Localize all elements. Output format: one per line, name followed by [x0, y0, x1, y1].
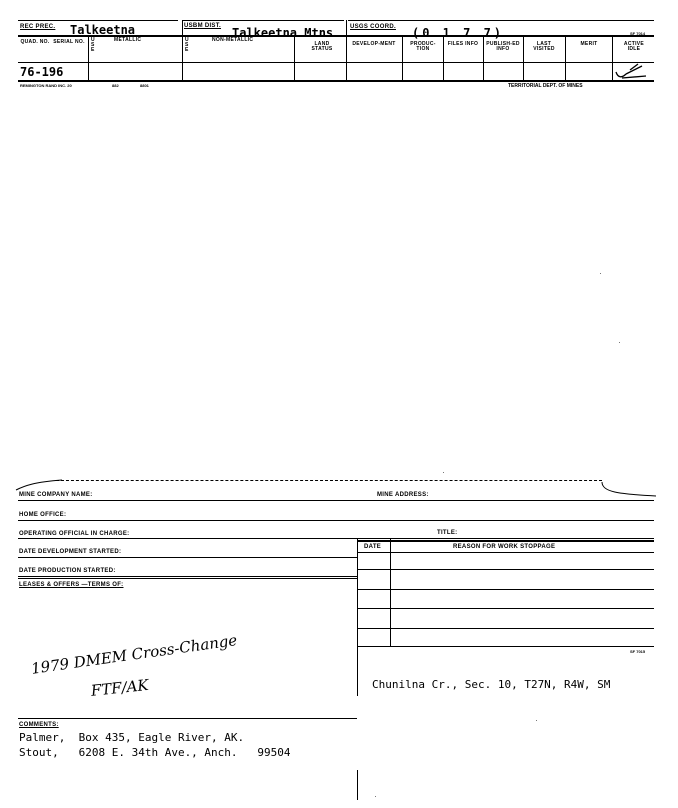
home-office-label: HOME OFFICE: [19, 512, 67, 518]
scan-speck [375, 796, 376, 797]
printer-imprint: REMINGTON RAND INC. 20 [20, 83, 72, 88]
usbm-dist-label: USBM DIST. [184, 23, 222, 29]
location-description: Chunilna Cr., Sec. 10, T27N, R4W, SM [372, 678, 611, 691]
rec-prec-label: REC PREC. [20, 24, 56, 30]
printer-code-1: 882 [112, 83, 119, 88]
quad-no-value: 76-196 [20, 65, 64, 79]
rec-prec-value: Talkeetna [70, 23, 136, 37]
col-last-visited: LAST VISITED [533, 41, 555, 52]
card-corner-left [14, 476, 64, 492]
col-use-metallic: U S E [91, 37, 95, 53]
col-production: PRODUC-TION [410, 41, 436, 52]
title-label: TITLE: [437, 530, 458, 536]
comment-line-1: Palmer, Box 435, Eagle River, AK. [19, 731, 245, 744]
usgs-coord-label: USGS COORD. [350, 24, 396, 30]
comment-line-2: Stout, 6208 E. 34th Ave., Anch. 99504 [19, 746, 291, 759]
col-use-nonmetallic: U S E [185, 37, 189, 53]
operating-official-label: OPERATING OFFICIAL IN CHARGE: [19, 531, 130, 537]
printer-code-2: 8801 [140, 83, 149, 88]
mine-company-name-label: MINE COMPANY NAME: [19, 492, 93, 498]
col-metallic: METALLIC [114, 37, 142, 43]
comments-label: COMMENTS: [19, 722, 59, 728]
col-serial-no: SERIAL NO. [53, 39, 85, 45]
scan-speck [619, 342, 620, 343]
usgs-coord-value: (0 1 7 7) [412, 26, 505, 40]
col-development: DEVELOP-MENT [352, 41, 396, 47]
mine-address-label: MINE ADDRESS: [377, 492, 429, 498]
col-published-info: PUBLISH-ED INFO [486, 41, 520, 52]
card-corner-right [598, 480, 658, 500]
leases-offers-label: LEASES & OFFERS —TERMS OF: [19, 582, 124, 588]
check-mark-icon [612, 60, 652, 82]
scan-speck [600, 273, 601, 274]
issuer-name: TERRITORIAL DEPT. OF MINES [508, 83, 583, 89]
col-files-info: FILES INFO [447, 41, 479, 47]
date-development-started-label: DATE DEVELOPMENT STARTED: [19, 549, 122, 555]
col-merit: MERIT [580, 41, 598, 47]
date-production-started-label: DATE PRODUCTION STARTED: [19, 568, 116, 574]
form-number-bottom: SF 7015 [630, 649, 646, 654]
col-non-metallic: NON-METALLIC [212, 37, 254, 43]
scan-speck [443, 472, 444, 473]
col-quad-no: QUAD. NO. [20, 39, 50, 45]
col-active-idle: ACTIVE IDLE [623, 41, 645, 52]
scan-speck [536, 720, 537, 721]
handwritten-note-line-1: 1979 DMEM Cross-Change [30, 631, 239, 678]
reason-column-header: REASON FOR WORK STOPPAGE [453, 544, 556, 550]
handwritten-note-line-2: FTF/AK [90, 675, 150, 700]
usbm-dist-value: Talkeetna Mtns [232, 26, 334, 40]
date-column-header: DATE [364, 544, 382, 550]
col-land-status: LAND STATUS [311, 41, 333, 52]
form-number-top: SF 7014 [630, 31, 646, 36]
